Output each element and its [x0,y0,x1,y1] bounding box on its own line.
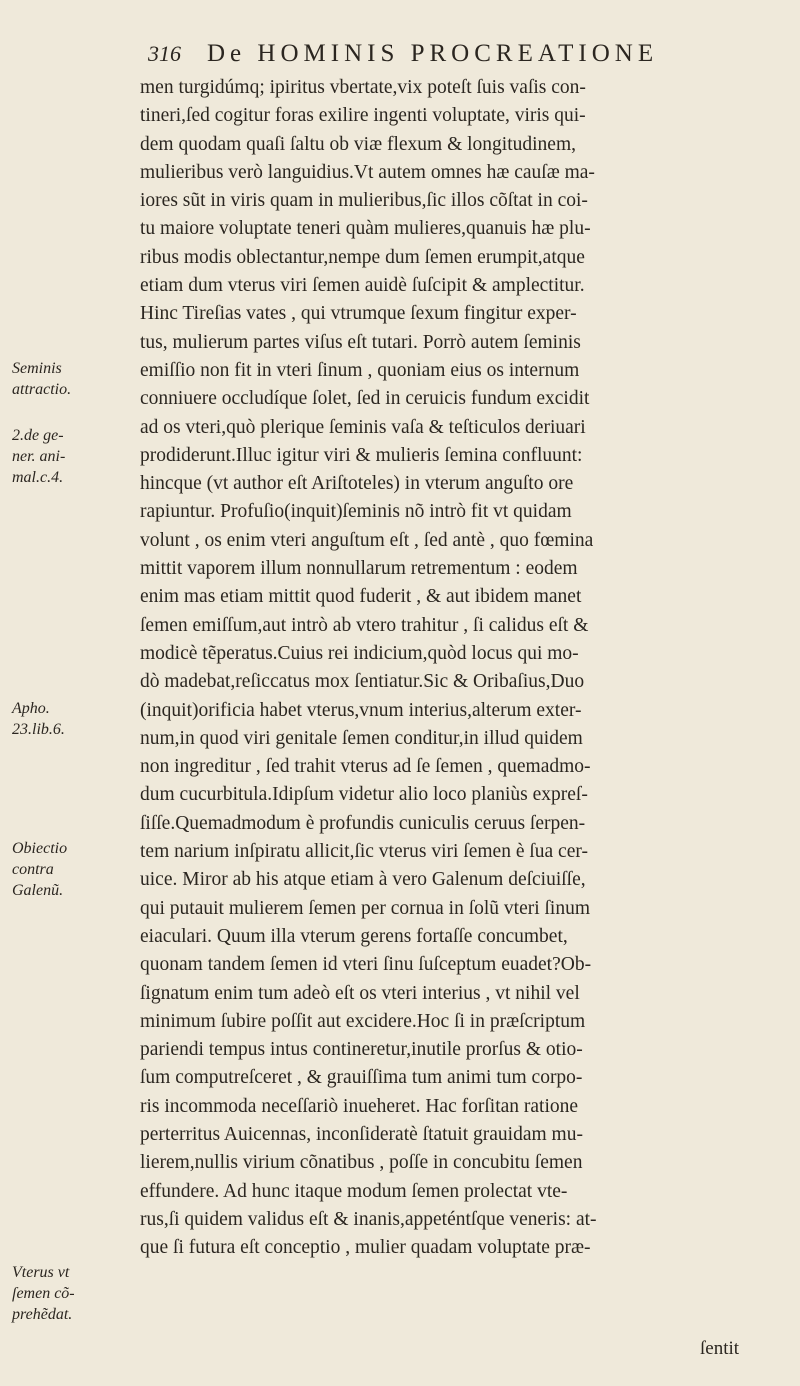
text-line: mittit vaporem illum nonnullarum retrementum : eodem [140,558,578,580]
text-line: modicè tẽperatus.Cuius rei indicium,quòd locus qui mo- [140,642,579,664]
text-line: dò madebat,reſiccatus mox ſentiatur.Sic & Oribaſius,Duo [140,671,585,693]
text-line: effundere. Ad hunc itaque modum ſemen prolectat vte- [140,1180,568,1202]
text-line: mulieribus verò languidius.Vt autem omnes hæ cauſæ ma- [140,161,595,183]
margin-note-aphorism-reference [12,698,134,740]
text-line: hincque (vt author eſt Ariſtoteles) in vterum anguſto ore [140,473,574,495]
page-header [148,40,708,68]
text-line: enim mas etiam mittit quod fuderit , & aut ibidem manet [140,586,582,608]
margin-note-seminis-attractio [12,358,134,400]
margin-note-line: Vterus vt [12,1264,70,1281]
text-line: que ſi futura eſt conceptio , mulier quadam voluptate præ- [140,1237,591,1259]
margin-note-line: contra [12,861,54,878]
text-line: Hinc Tireſias vates , qui vtrumque ſexum fingitur exper- [140,303,577,325]
text-line: tus, mulierum partes viſus eſt tutari. Porrò autem ſeminis [140,331,581,353]
text-line: volunt , os enim vteri anguſtum eſt , ſed antè , quo fœmina [140,529,594,551]
margin-note-line: Apho. [12,700,50,717]
text-line: minimum ſubire poſſit aut excidere.Hoc ſi in præſcriptum [140,1010,586,1032]
text-line: dem quodam quaſi ſaltu ob viæ flexum & longitudinem, [140,133,576,155]
margin-note-line: 2.de ge- [12,427,64,444]
running-title: De HOMINIS PROCREATIONE [207,40,659,67]
margin-note-obiectio-contra-galenum [12,838,134,901]
text-line: dum cucurbitula.Idipſum videtur alio loco planiùs expreſ- [140,784,588,806]
text-line: tu maiore voluptate teneri quàm mulieres,quanuis hæ plu- [140,218,591,240]
text-line: ſignatum enim tum adeò eſt os vteri interius , vt nihil vel [140,982,580,1004]
text-line: rus,ſi quidem validus eſt & inanis,appeténtſque veneris: at- [140,1208,597,1230]
margin-note-line: prehẽdat. [12,1306,73,1323]
text-line: ad os vteri,quò plerique ſeminis vaſa & teſticulos deriuari [140,416,586,438]
text-line: lierem,nullis virium cõnatibus , poſſe in concubitu ſemen [140,1152,583,1174]
text-line: non ingreditur , ſed trahit vterus ad ſe ſemen , quemadmo- [140,756,591,778]
text-line: uice. Miror ab his atque etiam à vero Galenum deſciuiſſe, [140,869,586,891]
text-line: prodiderunt.Illuc igitur viri & mulieris ſemina confluunt: [140,444,583,466]
text-line: (inquit)orificia habet vterus,vnum interius,alterum exter- [140,699,582,721]
margin-note-line: Obiectio [12,840,68,857]
catchword: ſentit [700,1338,740,1359]
text-line: num,in quod viri genitale ſemen conditur,in illud quidem [140,727,583,749]
text-line: rapiuntur. Profuſio(inquit)ſeminis nõ intrò fit vt quidam [140,501,572,523]
text-line: ris incommoda neceſſariò inueheret. Hac forſitan ratione [140,1095,579,1117]
margin-note-aristotle-reference [12,425,134,488]
text-line: tem narium inſpiratu allicit,ſic vterus viri ſemen è ſua cer- [140,841,588,863]
text-line: tineri,ſed cogitur foras exilire ingenti voluptate, viris qui- [140,105,586,127]
page-number: 316 [148,41,181,66]
text-line: ſemen emiſſum,aut intrò ab vtero trahitur , ſi calidus eſt & [140,614,589,636]
margin-note-line: Galenũ. [12,882,64,899]
margin-note-line: ſemen cõ- [12,1285,75,1302]
margin-note-vterus-semen [12,1262,134,1325]
text-line: ribus modis oblectantur,nempe dum ſemen erumpit,atque [140,246,585,268]
text-line: perterritus Auicennas, inconſideratè ſtatuit grauidam mu- [140,1123,583,1145]
text-line: ſiſſe.Quemadmodum è profundis cuniculis ceruus ſerpen- [140,812,586,834]
text-line: eiaculari. Quum illa vterum gerens fortaſſe concumbet, [140,925,568,947]
text-line: men turgidúmq; ipiritus vbertate,vix poteſt ſuis vaſis con- [140,77,586,98]
text-line: pariendi tempus intus contineretur,inutile prorſus & otio- [140,1039,583,1061]
text-line: qui putauit mulierem ſemen per cornua in ſolũ vteri ſinum [140,897,591,919]
text-line: quonam tandem ſemen id vteri ſinu ſuſceptum euadet?Ob- [140,954,592,976]
text-line: ſum computreſceret , & grauiſſima tum animi tum corpo- [140,1067,583,1089]
body-text [140,74,770,1262]
text-line: etiam dum vterus viri ſemen auidè ſuſcipit & amplectitur. [140,275,585,297]
text-line: iores sũt in viris quam in mulieribus,ſic illos cõſtat in coi- [140,190,588,212]
margin-note-line: 23.lib.6. [12,721,65,738]
margin-note-line: attractio. [12,381,72,398]
text-line: conniuere occludíque ſolet, ſed in ceruicis fundum excidit [140,388,590,410]
margin-note-line: Seminis [12,360,62,377]
text-line: emiſſio non fit in vteri ſinum , quoniam eius os internum [140,359,580,381]
margin-note-line: ner. ani- [12,448,66,465]
margin-note-line: mal.c.4. [12,469,64,486]
